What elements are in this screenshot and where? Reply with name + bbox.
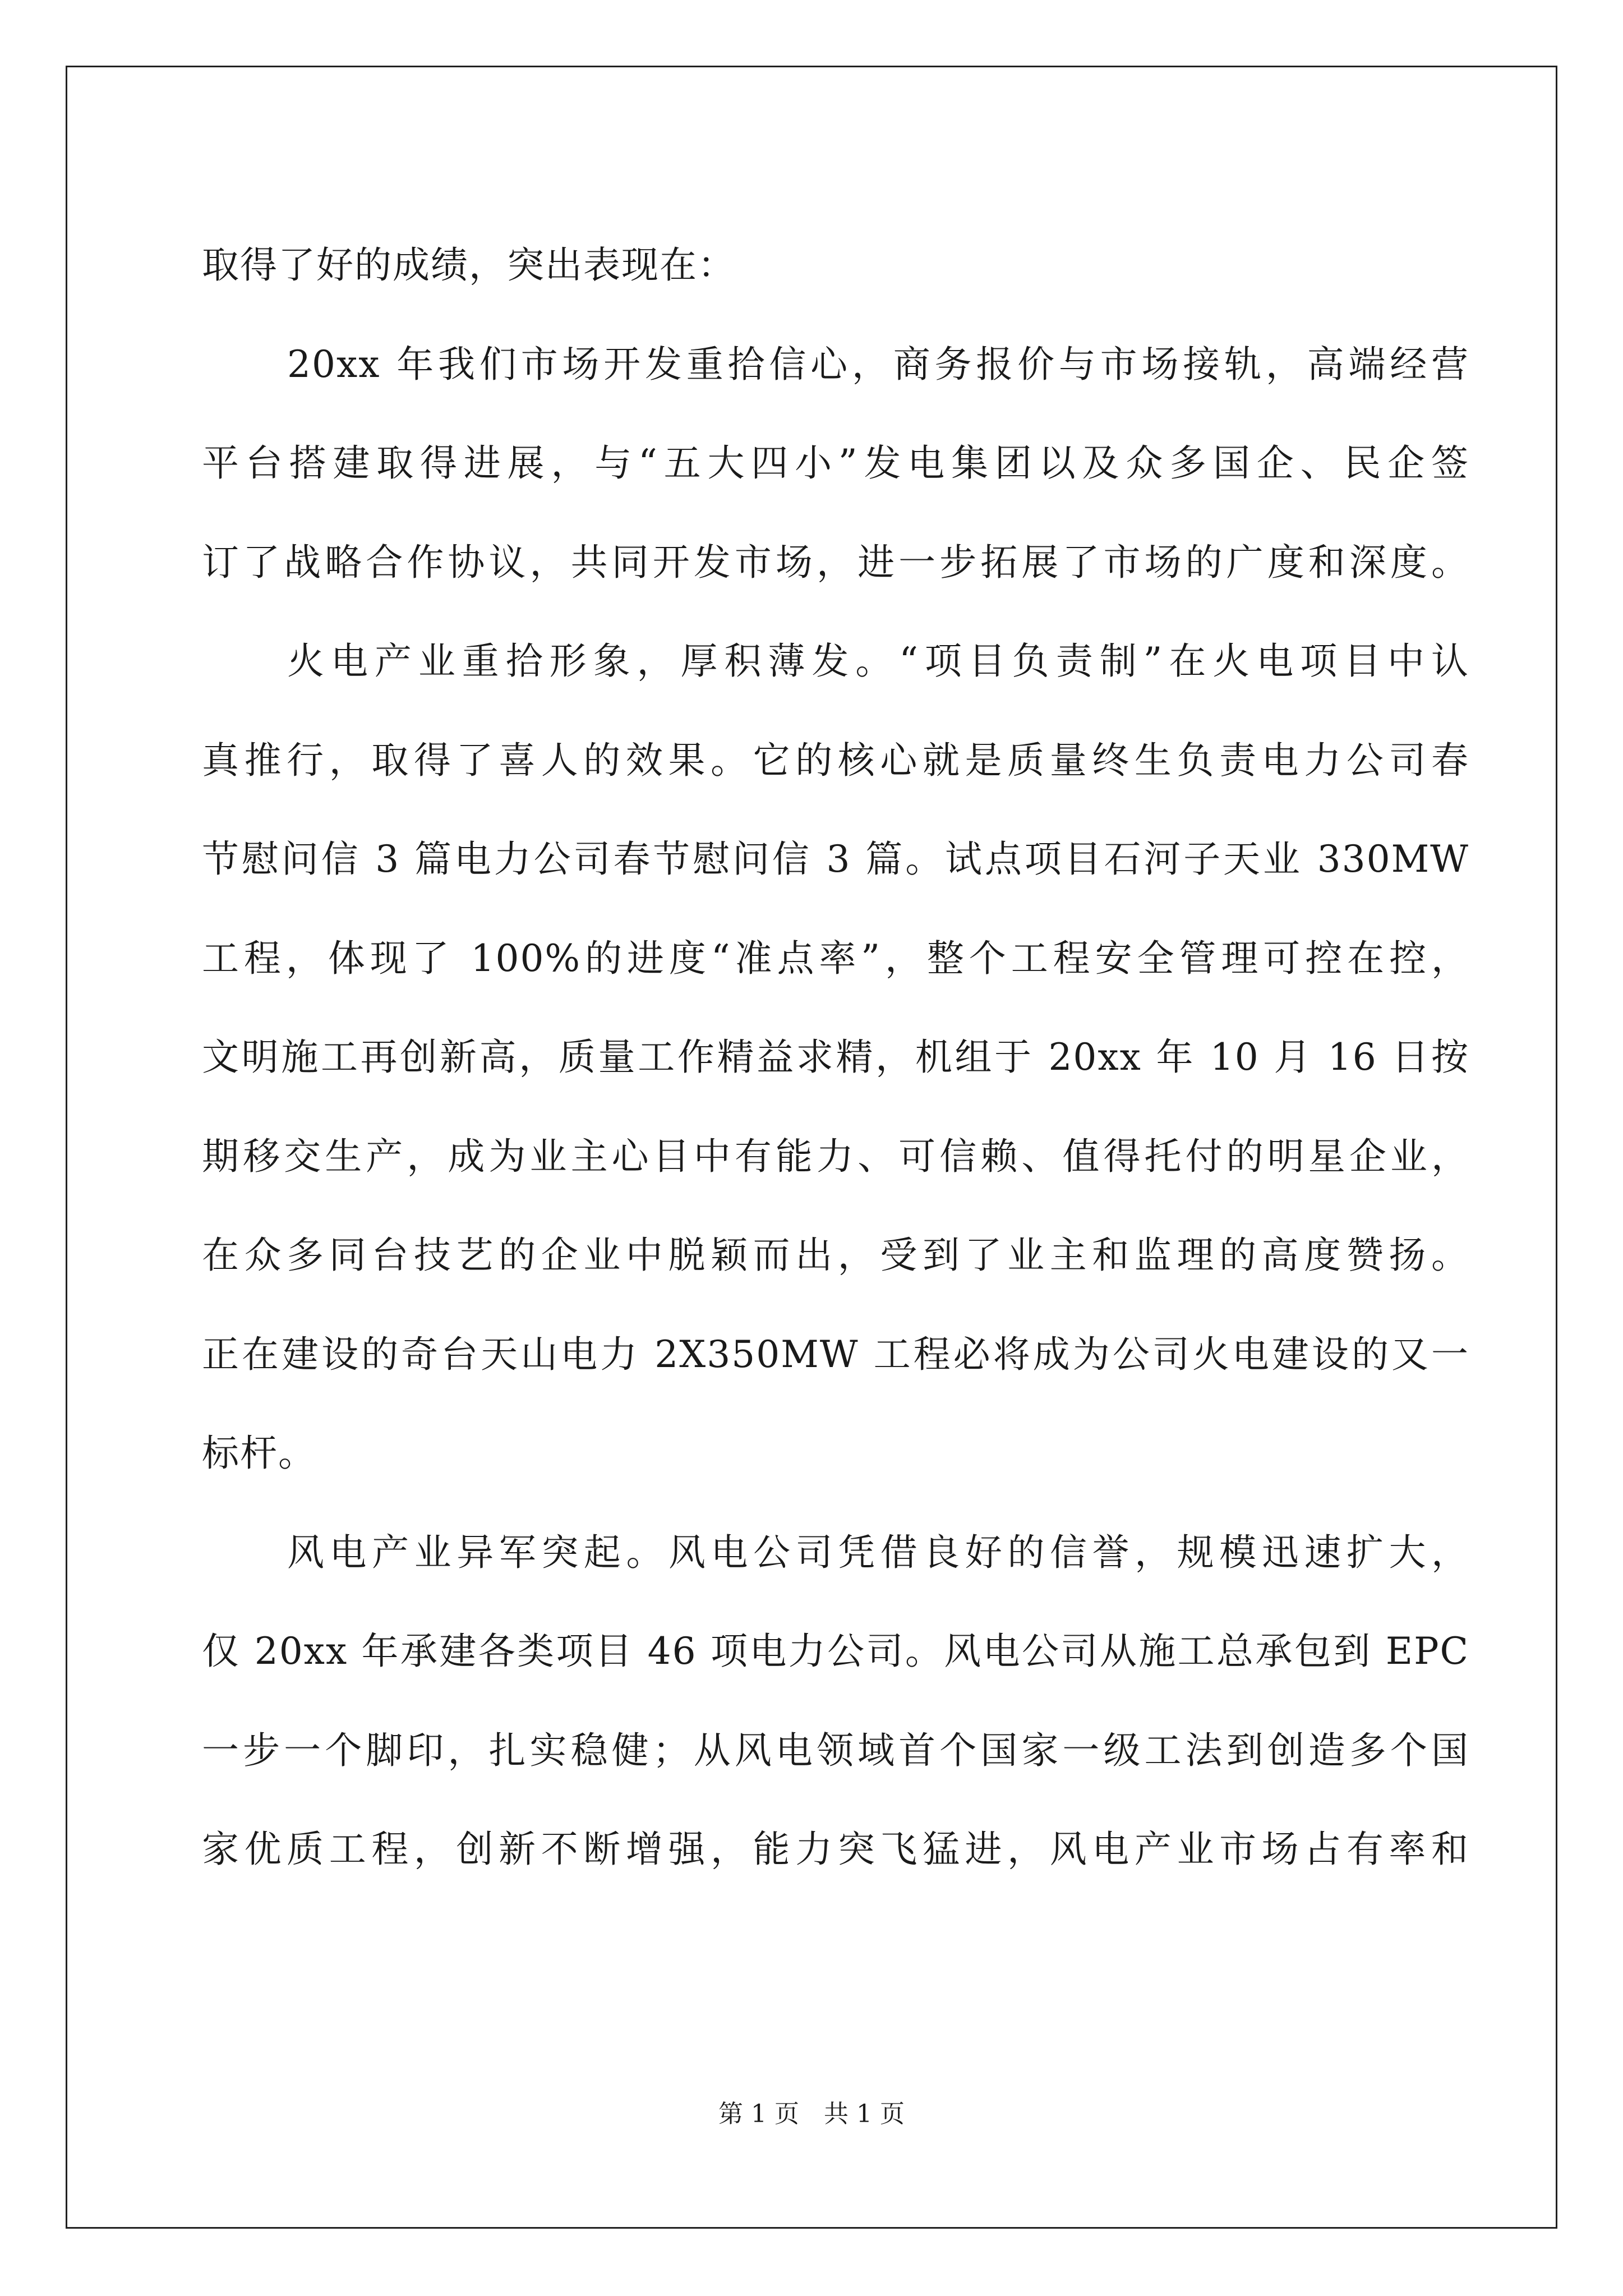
text-line: 订了战略合作协议，共同开发市场，进一步拓展了市场的广度和深度。 xyxy=(202,540,1469,584)
text-line: 文明施工再创新高，质量工作精益求精，机组于 20xx 年 10 月 16 日按 xyxy=(202,1036,1469,1079)
text-line: 平台搭建取得进展，与“五大四小”发电集团以及众多国企、民企签 xyxy=(202,441,1469,485)
text-line: 20xx 年我们市场开发重拾信心，商务报价与市场接轨，高端经营 xyxy=(287,342,1469,386)
text-line: 在众多同台技艺的企业中脱颖而出，受到了业主和监理的高度赞扬。 xyxy=(202,1234,1469,1277)
text-line: 一步一个脚印，扎实稳健；从风电领域首个国家一级工法到创造多个国 xyxy=(202,1728,1469,1772)
text-line: 节慰问信 3 篇电力公司春节慰问信 3 篇。试点项目石河子天业 330MW xyxy=(202,838,1469,881)
document-body xyxy=(202,216,1469,1899)
text-line: 仅 20xx 年承建各类项目 46 项电力公司。风电公司从施工总承包到 EPC xyxy=(202,1630,1469,1673)
text-line: 家优质工程，创新不断增强，能力突飞猛进，风电产业市场占有率和 xyxy=(202,1828,1469,1871)
text-line: 正在建设的奇台天山电力 2X350MW 工程必将成为公司火电建设的又一 xyxy=(202,1332,1469,1376)
text-line: 工程，体现了 100%的进度“准点率”，整个工程安全管理可控在控， xyxy=(202,936,1469,980)
text-line: 标杆。 xyxy=(202,1432,316,1475)
text-line: 风电产业异军突起。风电公司凭借良好的信誉，规模迅速扩大， xyxy=(287,1530,1469,1574)
text-line: 期移交生产，成为业主心目中有能力、可信赖、值得托付的明星企业， xyxy=(202,1134,1469,1178)
text-line: 取得了好的成绩，突出表现在： xyxy=(202,243,736,287)
text-line: 真推行，取得了喜人的效果。它的核心就是质量终生负责电力公司春 xyxy=(202,738,1469,782)
page-number: 第 1 页 共 1 页 xyxy=(718,2100,905,2128)
page-footer xyxy=(0,2093,1623,2129)
text-line: 火电产业重拾形象，厚积薄发。“项目负责制”在火电项目中认 xyxy=(287,639,1469,683)
